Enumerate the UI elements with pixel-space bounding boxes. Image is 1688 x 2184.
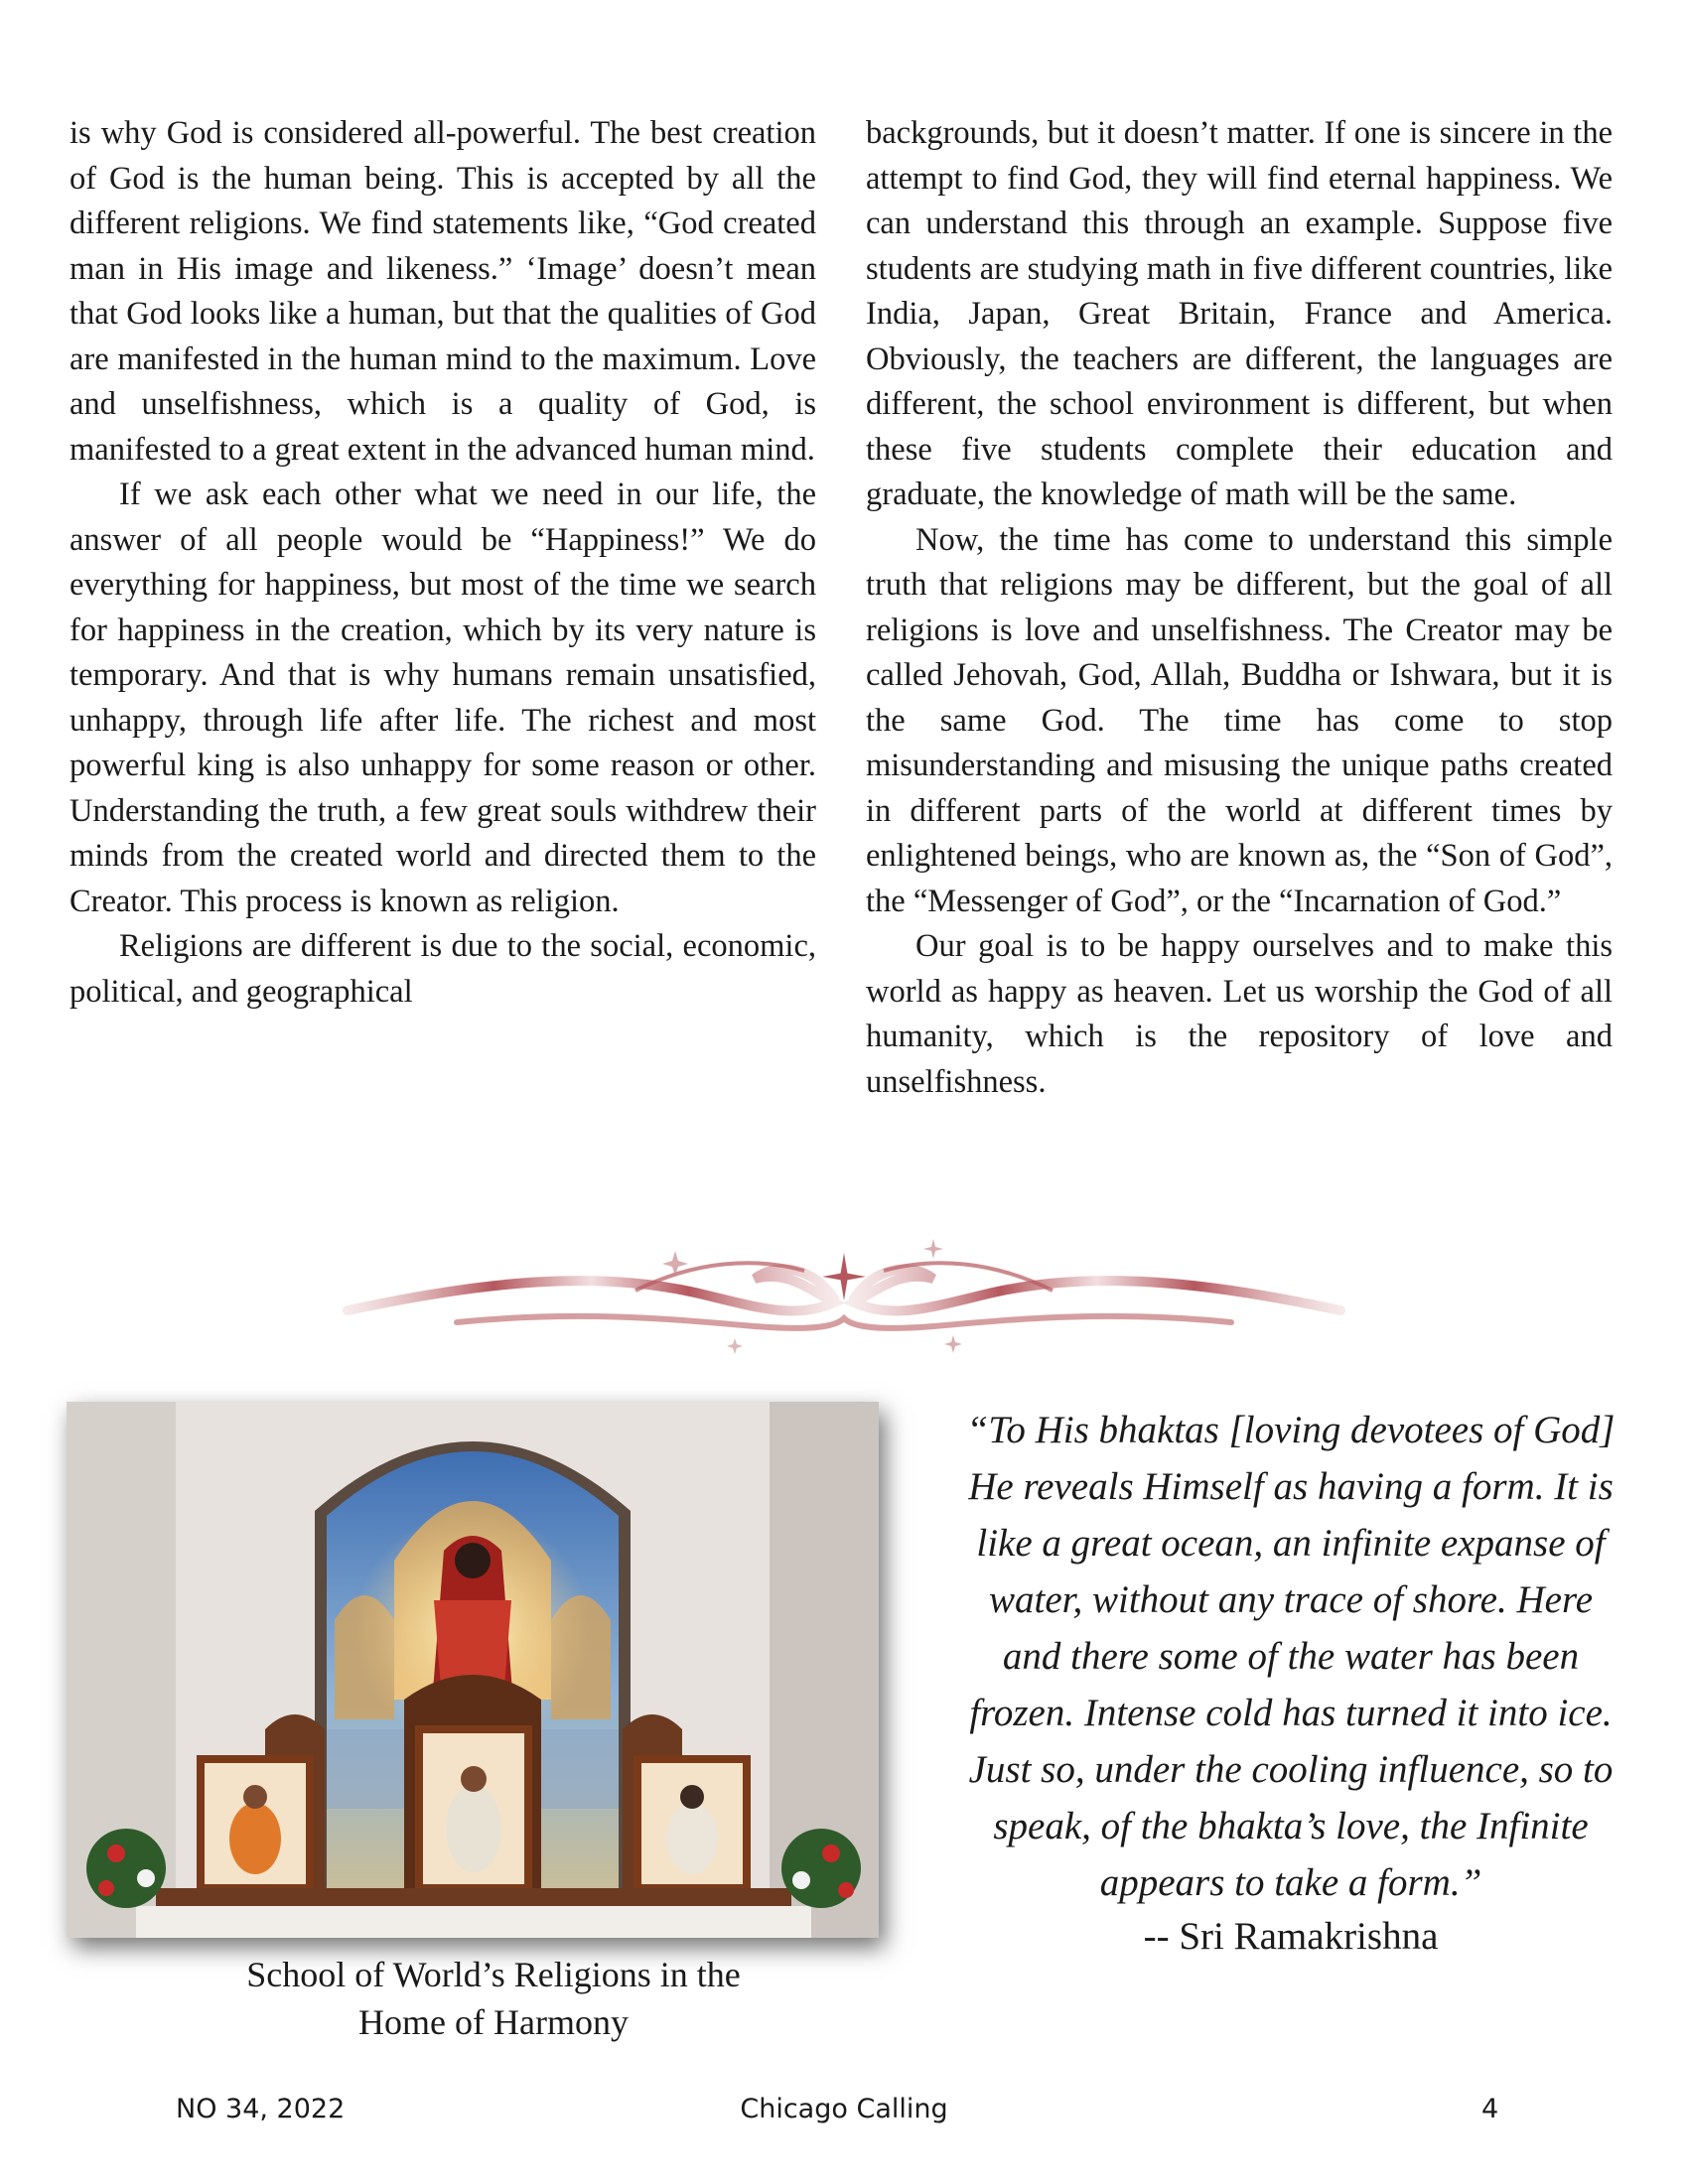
quote-attribution: -- Sri Ramakrishna bbox=[1143, 1915, 1439, 1958]
quote-line: like a great ocean, an infinite expanse of bbox=[976, 1522, 1606, 1565]
paragraph-simple-truth: Now, the time has come to understand this simple truth that religions may be different, but the goal of all religions is love and unselfishness. The Creator may be called Jehovah, God, Allah, Buddha or Ishwara, but it is the same God. The time has come to stop misunderstanding and misusing the unique paths created in different parts of the world at different times by enlightened beings, who are known as, the “Son of God”, the “Messenger of God”, or the “Incarnation of God.” bbox=[866, 521, 1613, 919]
quote-line: He reveals Himself as having a form. It is bbox=[968, 1465, 1614, 1508]
quote-line: “To His bhaktas [loving devotees of God] bbox=[966, 1409, 1616, 1451]
article-right-column bbox=[866, 111, 1613, 1105]
footer-page-number: 4 bbox=[1481, 2094, 1499, 2124]
decorative-flourish-divider bbox=[338, 1231, 1350, 1360]
quote-line: Just so, under the cooling influence, so to bbox=[968, 1748, 1614, 1791]
ramakrishna-quote bbox=[899, 1402, 1683, 1911]
footer-issue: NO 34, 2022 bbox=[176, 2094, 346, 2124]
paragraph-our-goal: Our goal is to be happy ourselves and to make this world as happy as heaven. Let us worship the God of all humanity, which is the repository of love and unselfishness. bbox=[866, 928, 1613, 1100]
article-left-column bbox=[70, 111, 816, 1015]
paragraph-math-example: backgrounds, but it doesn’t matter. If one is sincere in the attempt to find God, they will find eternal happiness. We can understand this through an example. Suppose five students are studying math in five different countries, like India, Japan, Great Britain, France and America. Obviously, the teachers are different, the languages are different, the school environment is different, but when these five students complete their education and graduate, the knowledge of math will be the same. bbox=[866, 115, 1613, 512]
paragraph-religions-different: Religions are different is due to the social, economic, political, and geographical bbox=[70, 928, 816, 1010]
shrine-photo bbox=[67, 1402, 879, 1938]
footer-publication: Chicago Calling bbox=[740, 2094, 948, 2124]
caption-line: Home of Harmony bbox=[358, 2002, 629, 2042]
quote-line: and there some of the water has been bbox=[1002, 1635, 1580, 1678]
quote-line: water, without any trace of shore. Here bbox=[988, 1578, 1594, 1621]
paragraph-happiness: If we ask each other what we need in our life, the answer of all people would be “Happiness!” We do everything for happiness, but most of the time we search for happiness in the creation, which by its very nature is temporary. And that is why humans remain unsatisfied, unhappy, through life after life. The richest and most powerful king is also unhappy for some reason or other. Understanding the truth, a few great souls withdrew their minds from the created world and directed them to the Creator. This process is known as religion. bbox=[70, 477, 816, 919]
caption-line: School of World’s Religions in the bbox=[246, 1955, 741, 1994]
quote-line: frozen. Intense cold has turned it into ice. bbox=[969, 1692, 1613, 1734]
paragraph-god-creation: is why God is considered all-powerful. The best creation of God is the human being. This is accepted by all the different religions. We find statements like, “God created man in His image and likeness.” ‘Image’ doesn’t mean that God looks like a human, but that the qualities of God are manifested in the human mind to the maximum. Love and unselfishness, which is a quality of God, is manifested to a great extent in the advanced human mind. bbox=[70, 115, 816, 468]
quote-line: appears to take a form.” bbox=[1099, 1861, 1482, 1904]
photo-caption bbox=[67, 1951, 920, 2046]
quote-line: speak, of the bhakta’s love, the Infinite bbox=[993, 1805, 1589, 1847]
